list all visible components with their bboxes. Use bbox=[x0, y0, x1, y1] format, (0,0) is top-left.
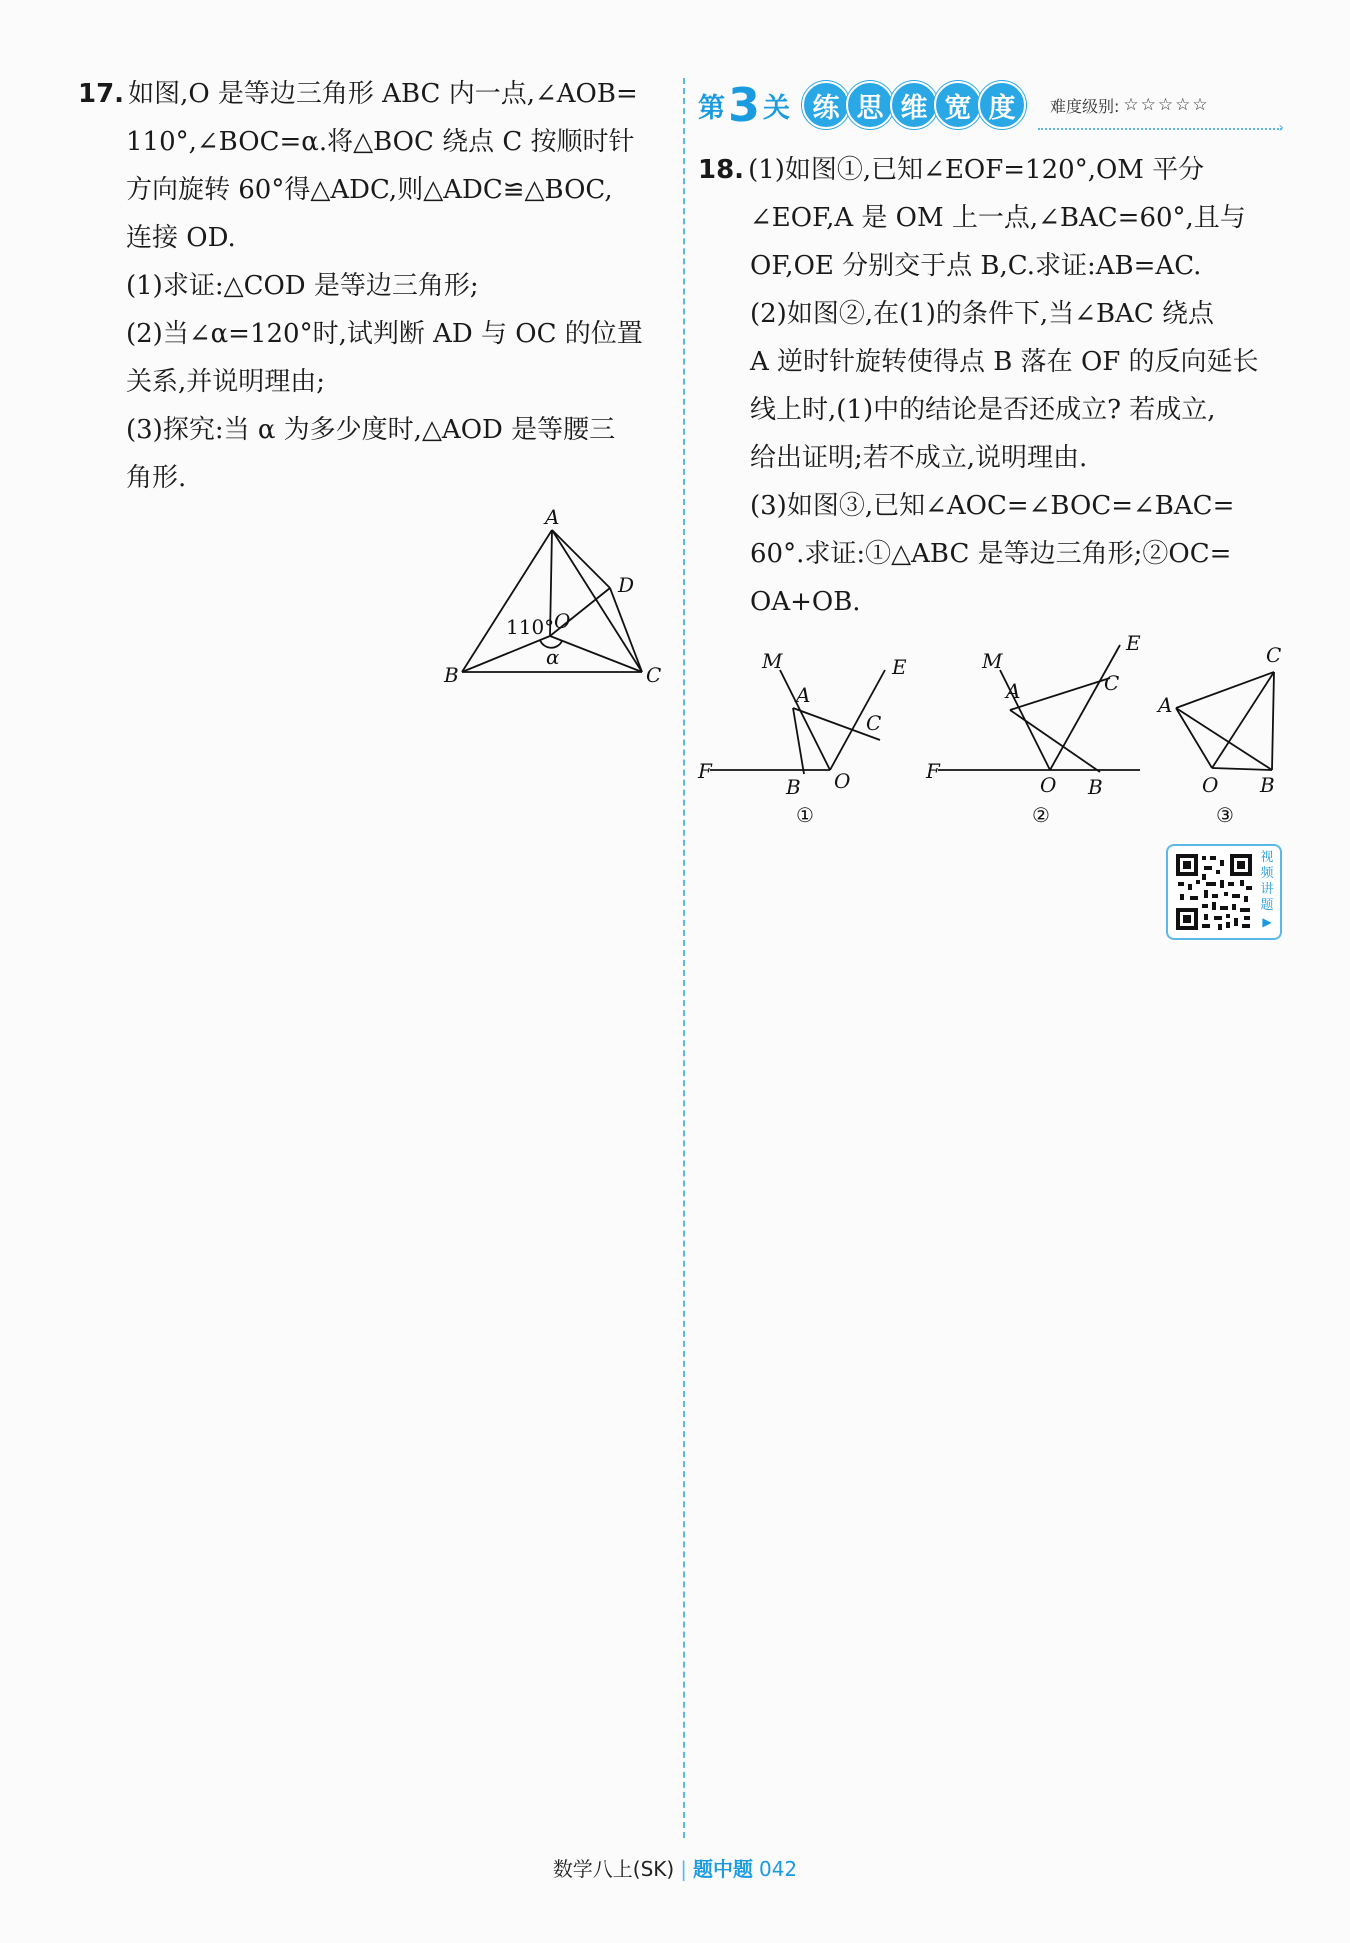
section-guan: 关 bbox=[763, 92, 791, 124]
right-column bbox=[698, 78, 1290, 626]
q18-number: 18. bbox=[698, 155, 745, 185]
column-divider bbox=[683, 78, 685, 1838]
q18-line-3: OF,OE 分别交于点 B,C.求证:AB=AC. bbox=[750, 251, 1202, 281]
q18-f2-label-F: F bbox=[926, 759, 940, 783]
q17-line-3: 方向旋转 60°得△ADC,则△ADC≌△BOC, bbox=[126, 175, 613, 205]
page-footer bbox=[0, 1853, 1350, 1882]
footer-book-title: 数学八上(SK) bbox=[552, 1857, 675, 1881]
q18-line-4: (2)如图②,在(1)的条件下,当∠BAC 绕点 bbox=[750, 299, 1215, 329]
q17-part-1: (1)求证:△COD 是等边三角形; bbox=[126, 271, 479, 301]
page-number: 042 bbox=[758, 1857, 798, 1881]
section-number: 3 bbox=[728, 78, 761, 132]
q17-part-2: (2)当∠α=120°时,试判断 AD 与 OC 的位置 bbox=[126, 319, 643, 349]
q18-f3-label-A: A bbox=[1158, 693, 1173, 717]
q17-number: 17. bbox=[78, 79, 125, 109]
q18-f3-label-O: O bbox=[1202, 773, 1219, 797]
q18-line-8: (3)如图③,已知∠AOC=∠BOC=∠BAC= bbox=[750, 491, 1235, 521]
q17-line-1: 17. 如图,O 是等边三角形 ABC 内一点,∠AOB= bbox=[78, 79, 638, 109]
q18-line-10: OA+OB. bbox=[750, 587, 861, 617]
q18-f2-label-C: C bbox=[1104, 671, 1120, 695]
q18-f2-label-B: B bbox=[1088, 775, 1103, 799]
q18-f1-caption: ① bbox=[796, 803, 814, 827]
difficulty-stars: ☆☆☆☆☆ bbox=[1123, 95, 1210, 115]
header-underline bbox=[1038, 128, 1282, 130]
question-18 bbox=[698, 146, 1290, 626]
q18-figure-1 bbox=[697, 649, 907, 827]
q18-f3-caption: ③ bbox=[1216, 803, 1234, 827]
footer-series: 题中题 bbox=[692, 1857, 753, 1881]
q18-line-2: ∠EOF,A 是 OM 上一点,∠BAC=60°,且与 bbox=[750, 203, 1246, 233]
section-title-char: 度 bbox=[978, 81, 1026, 129]
q18-f1-label-A: A bbox=[796, 683, 811, 707]
q17-label-A: A bbox=[545, 505, 560, 529]
footer-separator: | bbox=[680, 1857, 687, 1881]
q17-line-4: 连接 OD. bbox=[126, 223, 236, 253]
q17-figure bbox=[440, 500, 670, 700]
difficulty-label: 难度级别: bbox=[1050, 96, 1120, 116]
q17-label-O: O bbox=[554, 609, 571, 633]
q18-line-1: 18. (1)如图①,已知∠EOF=120°,OM 平分 bbox=[698, 155, 1205, 185]
q17-angle-alpha: α bbox=[546, 645, 560, 669]
question-17 bbox=[78, 70, 668, 502]
section-title-char: 练 bbox=[802, 81, 850, 129]
q18-f2-label-A: A bbox=[1006, 679, 1021, 703]
q17-label-C: C bbox=[646, 663, 662, 687]
q18-line-5: A 逆时针旋转使得点 B 落在 OF 的反向延长 bbox=[750, 347, 1259, 377]
qr-video-box[interactable] bbox=[1166, 844, 1282, 940]
q18-f2-label-E: E bbox=[1126, 631, 1141, 655]
q18-f1-label-M: M bbox=[762, 649, 783, 673]
q17-angle-110: 110° bbox=[506, 615, 555, 639]
q17-part-2-cont: 关系,并说明理由; bbox=[126, 367, 326, 397]
section-di: 第 bbox=[698, 92, 725, 124]
q18-f3-label-B: B bbox=[1260, 773, 1275, 797]
q18-f1-label-E: E bbox=[892, 655, 907, 679]
q18-f2-label-M: M bbox=[982, 649, 1003, 673]
q18-line-9: 60°.求证:①△ABC 是等边三角形;②OC= bbox=[750, 539, 1232, 569]
header-arrow-icon: › bbox=[1278, 120, 1284, 136]
q18-figures bbox=[698, 631, 1300, 830]
q18-f1-label-F: F bbox=[698, 759, 712, 783]
section-title bbox=[802, 81, 1022, 129]
qr-label: 视 频 讲 题 ▶ bbox=[1258, 850, 1276, 930]
q17-part-3: (3)探究:当 α 为多少度时,△AOD 是等腰三 bbox=[126, 415, 616, 445]
q17-part-3-cont: 角形. bbox=[126, 463, 187, 493]
section-header bbox=[698, 78, 1290, 136]
q17-label-B: B bbox=[444, 663, 459, 687]
q18-figure-3 bbox=[1156, 643, 1281, 827]
section-title-char: 维 bbox=[890, 81, 938, 129]
q18-line-6: 线上时,(1)中的结论是否还成立? 若成立, bbox=[750, 395, 1216, 425]
play-icon[interactable]: ▶ bbox=[1262, 915, 1272, 929]
q18-f1-label-C: C bbox=[866, 711, 882, 735]
section-title-char: 思 bbox=[846, 81, 894, 129]
qr-code-icon[interactable] bbox=[1174, 852, 1254, 932]
section-title-char: 宽 bbox=[934, 81, 982, 129]
q18-f1-label-B: B bbox=[786, 775, 801, 799]
q17-label-D: D bbox=[618, 573, 635, 597]
q18-f2-label-O: O bbox=[1040, 773, 1057, 797]
q18-line-7: 给出证明;若不成立,说明理由. bbox=[750, 443, 1088, 473]
q18-f1-label-O: O bbox=[834, 769, 851, 793]
q17-line-2: 110°,∠BOC=α.将△BOC 绕点 C 按顺时针 bbox=[126, 127, 635, 157]
q18-f2-caption: ② bbox=[1032, 803, 1050, 827]
q18-figure-2 bbox=[925, 631, 1141, 827]
q18-f3-label-C: C bbox=[1266, 643, 1282, 667]
